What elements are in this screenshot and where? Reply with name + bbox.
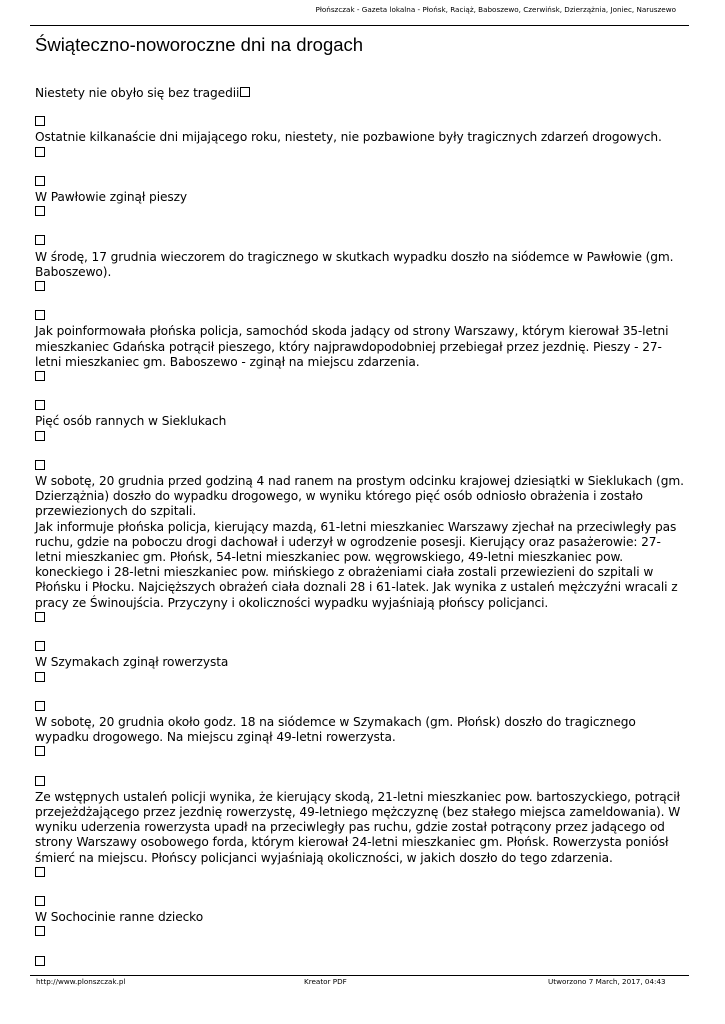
- missing-glyph-box-icon: [35, 926, 45, 936]
- section-heading: Pięć osób rannych w Sieklukach: [35, 414, 227, 429]
- article-title: Świąteczno-noworoczne dni na drogach: [35, 34, 364, 55]
- article-body: [35, 86, 685, 970]
- section-heading: W Szymakach zginął rowerzysta: [35, 655, 229, 670]
- missing-glyph-box-icon: [35, 431, 45, 441]
- missing-glyph-box-icon: [35, 641, 45, 651]
- footer-divider: [30, 975, 689, 976]
- missing-glyph-box-icon: [35, 672, 45, 682]
- missing-glyph-box-icon: [35, 206, 45, 216]
- section-heading: W Pawłowie zginął pieszy: [35, 190, 188, 205]
- missing-glyph-box-icon: [240, 87, 250, 97]
- missing-glyph-box-icon: [35, 867, 45, 877]
- article-paragraph: W środę, 17 grudnia wieczorem do tragicznego w skutkach wypadku doszło na siódemce w Pawłowie (gm. Baboszewo).: [35, 249, 674, 279]
- missing-glyph-box-icon: [35, 281, 45, 291]
- footer-url: http://www.plonszczak.pl: [36, 977, 126, 986]
- missing-glyph-box-icon: [35, 147, 45, 157]
- article-paragraph: W sobotę, 20 grudnia przed godziną 4 nad ranem na prostym odcinku krajowej dziesiątki w Sieklukach (gm. Dzierzążnia) doszło do wypadku drogowego, w wyniku którego pięć osób odniosło obrażenia i zostało przewiezionych do szpitali. Jak informuje płońska policja, kierujący mazdą, 61-letni mieszkaniec Warszawy zjechał na przeciwległy pas ruchu, gdzie na poboczu drogi dachował i uderzył w ogrodzenie posesji. Kierujący oraz pasażerowie: 27-letni mieszkaniec gm. Płońsk, 54-letni mieszkaniec pow. węgrowskiego, 49-letni mieszkaniec pow. koneckiego i 28-letni mieszkaniec pow. mińskiego z obrażeniami ciała zostali przewiezieni do szpitali w Płońsku i Płocku. Najcięższych obrażeń ciała doznali 28 i 61-latek. Jak wynika z ustaleń mężczyźni wracali z pracy ze Świnoujścia. Przyczyny i okoliczności wypadku wyjaśniają płońscy policjanci.: [35, 474, 684, 610]
- article-paragraph: Ostatnie kilkanaście dni mijającego roku, niestety, nie pozbawione były tragicznych zdarzeń drogowych.: [35, 130, 662, 145]
- missing-glyph-box-icon: [35, 400, 45, 410]
- missing-glyph-box-icon: [35, 235, 45, 245]
- section-heading: W Sochocinie ranne dziecko: [35, 910, 204, 925]
- missing-glyph-box-icon: [35, 746, 45, 756]
- article-paragraph: W sobotę, 20 grudnia około godz. 18 na siódemce w Szymakach (gm. Płońsk) doszło do tragicznego wypadku drogowego. Na miejscu zginął 49-letni rowerzysta.: [35, 714, 636, 745]
- article-paragraph: Ze wstępnych ustaleń policji wynika, że kierujący skodą, 21-letni mieszkaniec pow. bartoszyckiego, potrącił przejeżdżającego przez jezdnię rowerzystę, 49-letniego mężczyznę (bez stałego miejsca zameldowania). W wyniku uderzenia rowerzysta upadł na przeciwległy pas ruchu, gdzie został potrącony przez jadącego od strony Warszawy osobowego forda, którym kierował 24-letni mieszkaniec gm. Płońsk. Rowerzysta poniósł śmierć na miejscu. Płońscy policjanci wyjaśniają okoliczności, w jakich doszło do tego zdarzenia.: [35, 789, 681, 865]
- missing-glyph-box-icon: [35, 612, 45, 622]
- article-lead: Niestety nie obyło się bez tragedii: [35, 86, 685, 101]
- missing-glyph-box-icon: [35, 896, 45, 906]
- footer-created: Utworzono 7 March, 2017, 04:43: [548, 977, 666, 986]
- missing-glyph-box-icon: [35, 310, 45, 320]
- missing-glyph-box-icon: [35, 116, 45, 126]
- missing-glyph-box-icon: [35, 956, 45, 966]
- article-paragraph: Jak poinformowała płońska policja, samochód skoda jadący od strony Warszawy, którym kierował 35-letni mieszkaniec Gdańska potrącił pieszego, który najprawdopodobniej przebiegał przez jezdnię. Pieszy - 27-letni mieszkaniec gm. Baboszewo - zginął na miejscu zdarzenia.: [35, 324, 669, 369]
- missing-glyph-box-icon: [35, 371, 45, 381]
- header-divider: [30, 25, 689, 26]
- missing-glyph-box-icon: [35, 176, 45, 186]
- footer-generator: Kreator PDF: [304, 977, 347, 986]
- missing-glyph-box-icon: [35, 776, 45, 786]
- page-header: Płońszczak - Gazeta lokalna - Płońsk, Raciąż, Baboszewo, Czerwińsk, Dzierzążnia, Joniec, Naruszewo: [315, 5, 676, 14]
- missing-glyph-box-icon: [35, 460, 45, 470]
- missing-glyph-box-icon: [35, 701, 45, 711]
